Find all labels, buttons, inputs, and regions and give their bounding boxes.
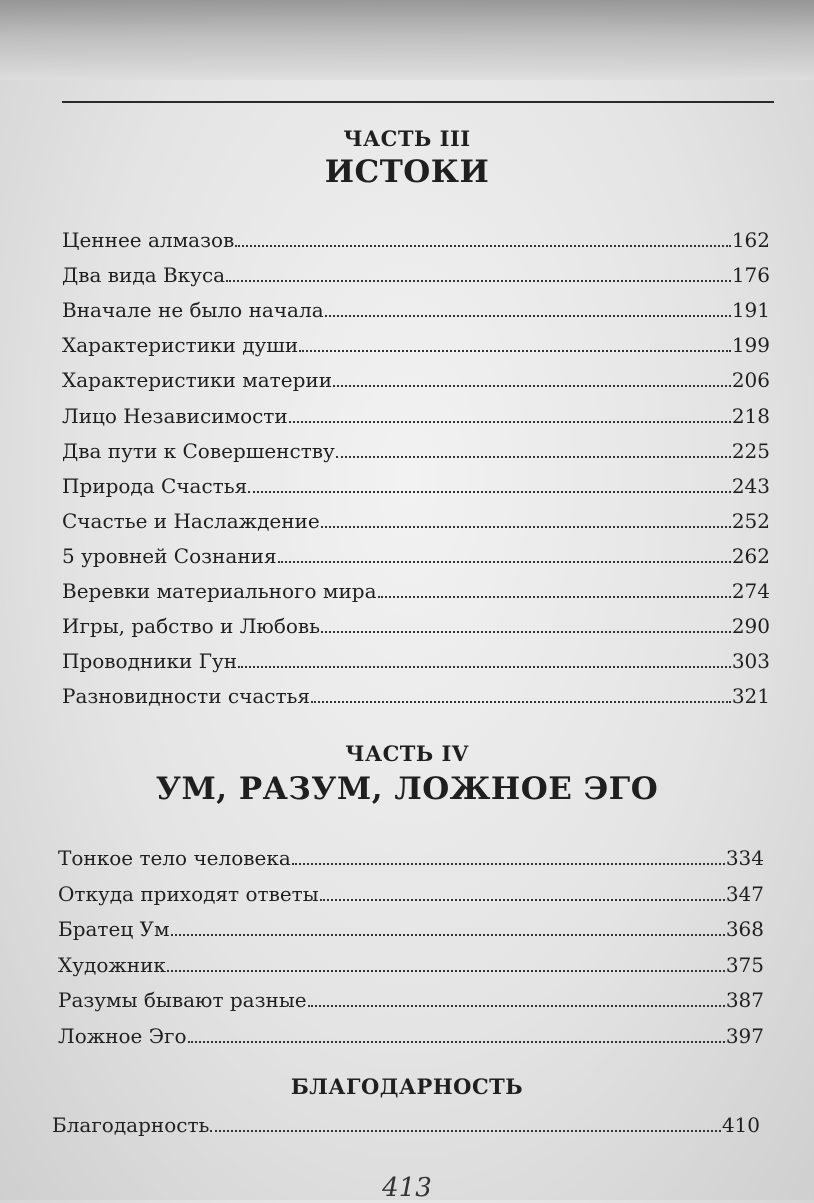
toc-dot-leader [299,348,731,352]
toc-entry-title: Проводники Гун [62,649,238,674]
toc-entry [62,643,770,673]
gratitude-heading: БЛАГОДАРНОСТЬ [290,1074,524,1099]
toc-entry-page: 375 [725,952,764,977]
toc-entry-title: Тонкое тело человека [58,846,291,870]
toc-entry [58,911,764,941]
toc-dot-leader [235,243,731,247]
toc-entry-page: 368 [725,917,764,941]
toc-entry [62,398,770,428]
toc-entry-title: Два пути к Совершенству [62,438,335,463]
toc-dot-leader [226,278,731,282]
toc-entry-title: Природа Счастья [62,473,248,498]
toc-entry-page: 218 [731,403,770,428]
toc-entry-page: 290 [731,614,770,639]
toc-entry-page: 387 [725,988,764,1012]
page-number: 413 [382,1173,432,1203]
toc-entry-page: 252 [731,508,770,533]
toc-entry-title: Ценнее алмазов [62,228,235,252]
toc-entry-title: Братец Ум [58,917,170,941]
toc-entry-page: 303 [731,649,770,674]
toc-entry-title: Лицо Независимости [62,403,288,428]
toc-entry-page: 262 [731,543,770,568]
toc-entry [62,257,770,287]
toc-entry-title: Разумы бывают разные [58,988,307,1012]
toc-dot-leader [378,594,731,598]
toc-entry-title: Ложное Эго [58,1023,187,1048]
toc-dot-leader [320,897,725,901]
toc-dot-leader [278,559,731,563]
toc-dot-leader [333,383,731,387]
toc-entry-title: Счастье и Наслаждение [62,508,320,533]
toc-dot-leader [188,1039,725,1043]
toc-entry [62,608,770,638]
toc-entry [58,876,764,906]
toc-entry-title: Характеристики души [62,333,299,358]
toc-entry [62,433,770,463]
toc-dot-leader [308,1003,725,1007]
top-background-image [0,0,814,80]
toc-entry [62,327,770,357]
toc-entry [58,947,764,977]
part4-title: УМ, РАЗУМ, ЛОЖНОЕ ЭГО [155,771,659,807]
toc-entry-title: Вначале не было начала [62,298,324,323]
toc-entry-page: 191 [731,298,770,323]
toc-entry [62,222,770,252]
toc-entry [58,982,764,1012]
part4-label: ЧАСТЬ IV [345,741,469,766]
toc-entry-page: 397 [725,1023,764,1048]
toc-entry-title: Благодарность [52,1113,210,1137]
toc-entry-title: Разновидности счастья [62,684,311,709]
toc-dot-leader [321,524,731,528]
part3-title: ИСТОКИ [324,154,490,190]
toc-entry [62,292,770,322]
toc-dot-leader [171,932,725,936]
toc-entry-title: Два вида Вкуса [62,263,226,288]
toc-entry-page: 410 [721,1113,760,1137]
toc-entry [62,362,770,392]
toc-entry-page: 225 [731,438,770,463]
toc-entry-title: Игры, рабство и Любовь [62,614,321,639]
toc-dot-leader [325,313,731,317]
toc-dot-leader [311,699,731,703]
toc-entry-title: 5 уровней Сознания [62,543,277,568]
toc-entry [62,538,770,568]
part3-label: ЧАСТЬ III [343,126,471,151]
toc-entry-page: 243 [731,473,770,498]
toc-dot-leader [336,454,731,458]
top-rule [62,101,774,103]
toc-dot-leader [248,489,731,493]
toc-entry [62,468,770,498]
toc-dot-leader [238,664,731,668]
toc-dot-leader [292,861,725,865]
toc-entry [62,678,770,708]
toc-entry-page: 347 [725,881,764,906]
toc-entry-page: 162 [731,228,770,252]
toc-entry-page: 321 [731,684,770,709]
toc-entry-page: 206 [731,368,770,393]
toc-entry [52,1107,760,1137]
toc-entry [58,840,764,870]
toc-entry [62,573,770,603]
toc-entry-page: 274 [731,579,770,603]
toc-entry [58,1018,764,1048]
toc-dot-leader [167,968,725,972]
toc-entry-title: Веревки материального мира [62,579,377,603]
toc-entry-page: 334 [725,846,764,870]
toc-dot-leader [289,419,731,423]
toc-entry-title: Характеристики материи [62,368,333,393]
toc-dot-leader [210,1128,720,1132]
toc-entry [62,503,770,533]
toc-entry-title: Художник [58,952,166,977]
toc-entry-page: 176 [731,263,770,288]
toc-entry-page: 199 [731,333,770,358]
toc-dot-leader [321,629,731,633]
toc-entry-title: Откуда приходят ответы [58,881,319,906]
